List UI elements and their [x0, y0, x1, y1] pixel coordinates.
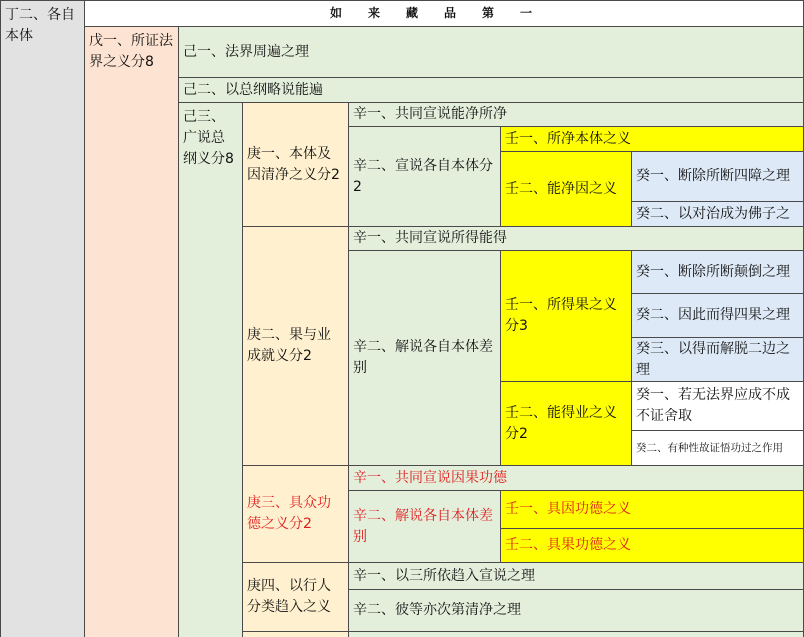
cell-xin-g4-2[interactable]: 辛二、彼等亦次第清净之理 — [348, 589, 804, 632]
cell-xin-g1-1[interactable]: 辛一、共同宣说能净所净 — [348, 102, 804, 127]
cell-gui-g2-2[interactable]: 癸二、因此而得四果之理 — [631, 293, 804, 338]
cell-geng-3[interactable]: 庚三、具众功德之义分2 — [242, 465, 349, 563]
cell-geng-5-partial — [242, 631, 349, 637]
cell-ji-2[interactable]: 己二、以总纲略说能遍 — [178, 77, 804, 103]
cell-ji-3[interactable]: 己三、广说总纲义分8 — [178, 102, 243, 637]
cell-xin-g2-2[interactable]: 辛二、解说各自本体差别 — [348, 250, 501, 466]
cell-xin-g3-1[interactable]: 辛一、共同宣说因果功德 — [348, 465, 804, 491]
cell-ren-g1-1[interactable]: 壬一、所净本体之义 — [500, 126, 804, 152]
cell-geng-4[interactable]: 庚四、以行人分类趋入之义 — [242, 562, 349, 632]
cell-ren-g3-1[interactable]: 壬一、具因功德之义 — [500, 490, 804, 529]
cell-ren-g2-2[interactable]: 壬二、能得业之义分2 — [500, 381, 632, 466]
cell-geng-1[interactable]: 庚一、本体及因清净之义分2 — [242, 102, 349, 227]
cell-gui-g1-1[interactable]: 癸一、断除所断四障之理 — [631, 151, 804, 202]
cell-ding[interactable]: 丁二、各自本体 — [0, 0, 85, 637]
cell-bottom-partial — [348, 631, 804, 637]
cell-ji-1[interactable]: 己一、法界周遍之理 — [178, 26, 804, 78]
cell-gui-g2-3[interactable]: 癸三、以得而解脱二边之理 — [631, 337, 804, 382]
cell-xin-g2-1[interactable]: 辛一、共同宣说所得能得 — [348, 226, 804, 251]
cell-gui-g1-2[interactable]: 癸二、以对治成为佛子之 — [631, 201, 804, 227]
cell-ren-g2-1[interactable]: 壬一、所得果之义分3 — [500, 250, 632, 382]
cell-wu[interactable]: 戊一、所证法界之义分8 — [84, 26, 179, 637]
cell-xin-g3-2[interactable]: 辛二、解说各自本体差别 — [348, 490, 501, 563]
cell-gui-g2-4[interactable]: 癸一、若无法界应成不成不证舍取 — [631, 381, 804, 431]
cell-xin-g1-2[interactable]: 辛二、宣说各自本体分2 — [348, 126, 501, 227]
cell-ren-g1-2[interactable]: 壬二、能净因之义 — [500, 151, 632, 227]
cell-ren-g3-2[interactable]: 壬二、具果功德之义 — [500, 528, 804, 563]
cell-gui-g2-1[interactable]: 癸一、断除所断颠倒之理 — [631, 250, 804, 294]
cell-xin-g4-1[interactable]: 辛一、以三所依趋入宣说之理 — [348, 562, 804, 590]
cell-gui-g2-5[interactable]: 癸二、有种性故证悟功过之作用 — [631, 430, 804, 466]
chapter-title: 如来藏品第一 — [84, 0, 804, 27]
cell-geng-2[interactable]: 庚二、果与业成就义分2 — [242, 226, 349, 466]
